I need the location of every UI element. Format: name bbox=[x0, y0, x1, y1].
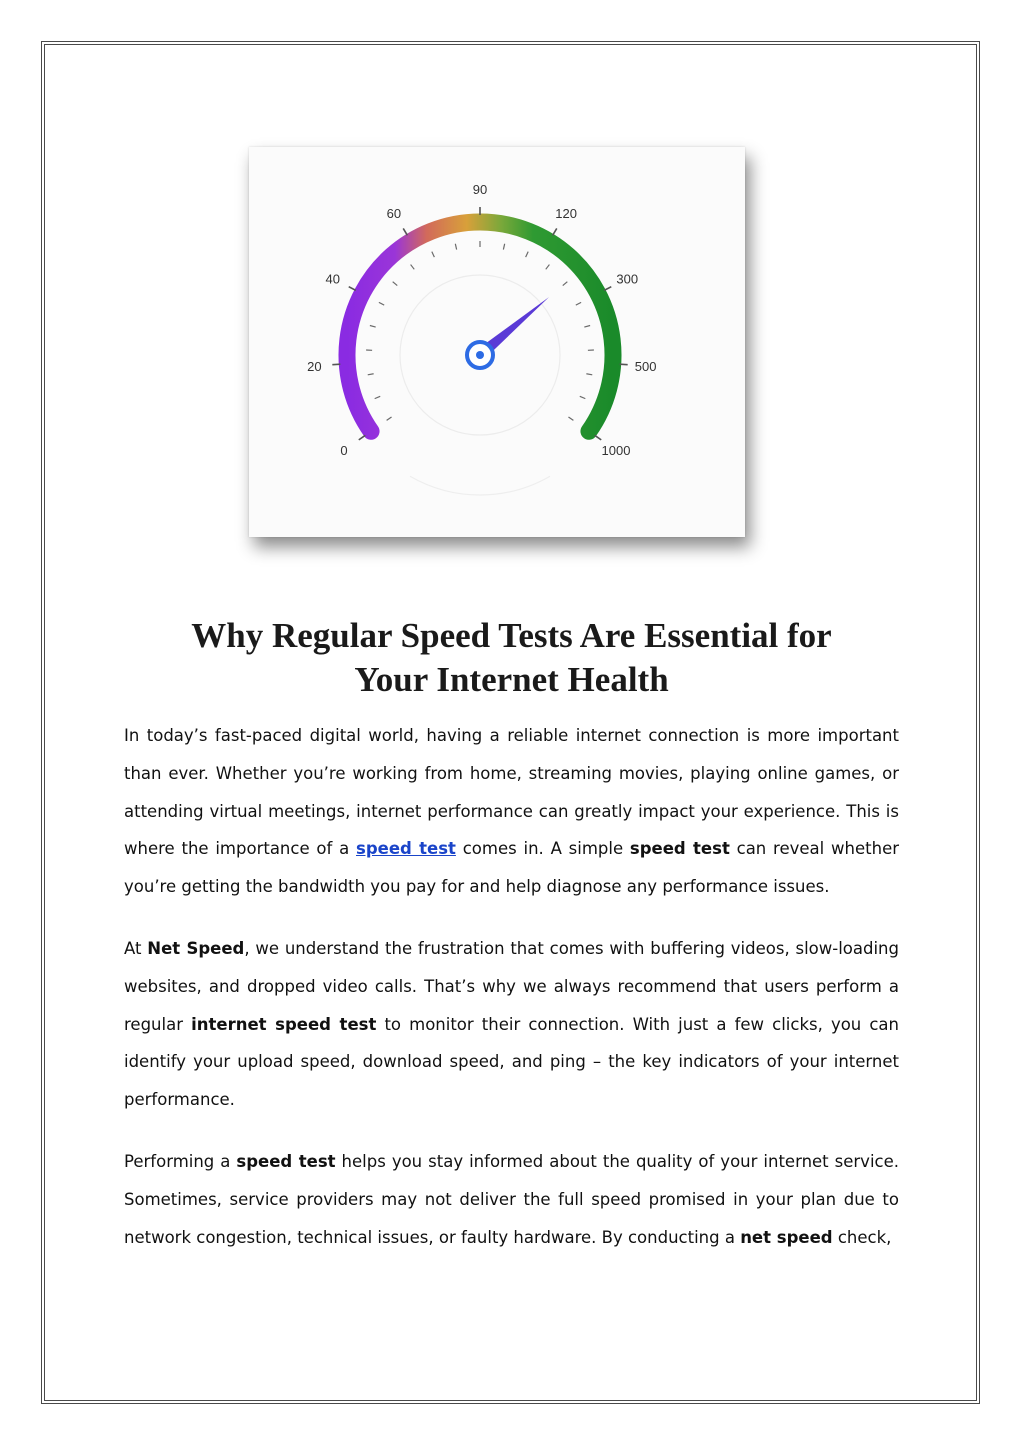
gauge-hub-center bbox=[476, 351, 484, 359]
p2-text-1: At bbox=[124, 938, 148, 958]
gauge-tick-label: 300 bbox=[616, 271, 639, 287]
gauge-major-tick bbox=[403, 228, 407, 235]
speed-test-link[interactable]: speed test bbox=[356, 839, 456, 859]
p2-bold-1: Net Speed bbox=[147, 938, 245, 958]
gauge-arc bbox=[347, 222, 613, 431]
gauge-major-tick bbox=[359, 435, 366, 440]
gauge-tick-label: 1000 bbox=[601, 443, 631, 459]
gauge-tick-label: 20 bbox=[307, 358, 322, 374]
gauge-minor-tick bbox=[586, 374, 592, 375]
gauge-minor-tick bbox=[375, 396, 381, 398]
title-line-2: Your Internet Health bbox=[354, 660, 669, 699]
paragraph-3 bbox=[124, 1143, 899, 1256]
gauge-major-tick bbox=[332, 364, 340, 365]
gauge-minor-tick bbox=[584, 325, 590, 327]
gauge-minor-tick bbox=[455, 244, 456, 250]
gauge-minor-tick bbox=[503, 244, 504, 250]
gauge-minor-tick bbox=[411, 265, 415, 270]
gauge-minor-tick bbox=[546, 265, 550, 270]
title-line-1: Why Regular Speed Tests Are Essential for bbox=[191, 616, 832, 655]
gauge-outer-faint-ring bbox=[410, 476, 550, 495]
gauge-tick-label: 500 bbox=[634, 358, 657, 374]
p1-text-3: can reveal whether you’re getting the bandwidth you pay for and help diagnose any performance issues. bbox=[124, 839, 899, 897]
p2-text-2: , we understand the frustration that comes with buffering videos, slow-loading websites, and dropped video calls. That’s why we always recommend that users perform a regular bbox=[124, 938, 899, 1034]
gauge-major-tick bbox=[620, 364, 628, 365]
gauge-minor-tick bbox=[576, 302, 581, 305]
paragraph-2 bbox=[124, 930, 899, 1119]
gauge-major-tick bbox=[595, 435, 602, 440]
gauge-minor-tick bbox=[379, 302, 384, 305]
gauge-major-tick bbox=[604, 287, 611, 291]
p3-bold-1: speed test bbox=[236, 1151, 336, 1171]
p2-bold-2: internet speed test bbox=[191, 1014, 377, 1034]
paragraph-1 bbox=[124, 717, 899, 906]
gauge-minor-tick bbox=[526, 252, 529, 257]
p3-text-3: check, bbox=[832, 1227, 892, 1247]
gauge-minor-tick bbox=[432, 252, 435, 257]
gauge-tick-label: 40 bbox=[325, 271, 340, 287]
gauge-minor-tick bbox=[393, 282, 398, 286]
p1-text-2: comes in. A simple bbox=[455, 839, 630, 859]
p1-bold-1: speed test bbox=[629, 839, 730, 859]
p2-text-3: to monitor their connection. With just a few clicks, you can identify your upload speed, download speed, and ping – the key indicators of your internet performance. bbox=[124, 1014, 899, 1110]
gauge-tick-label: 0 bbox=[340, 443, 348, 459]
gauge-minor-tick bbox=[563, 282, 568, 286]
gauge-minor-tick bbox=[387, 417, 392, 420]
gauge-tick-label: 120 bbox=[555, 206, 577, 222]
article-body bbox=[124, 717, 899, 1280]
speedometer-figure bbox=[249, 147, 745, 537]
article-title bbox=[124, 614, 899, 702]
gauge-minor-tick bbox=[568, 417, 573, 420]
speedometer-gauge-icon bbox=[249, 147, 745, 537]
gauge-tick-label: 90 bbox=[472, 182, 488, 197]
p3-text-1: Performing a bbox=[124, 1151, 237, 1171]
gauge-minor-tick bbox=[580, 396, 586, 398]
gauge-major-tick bbox=[553, 228, 557, 235]
gauge-minor-tick bbox=[368, 374, 374, 375]
gauge-major-tick bbox=[349, 287, 356, 291]
p1-text-1: In today’s fast-paced digital world, having a reliable internet connection is more important than ever. Whether you’re working from home, streaming movies, playing online games, or attending virtual meetings, internet performance can greatly impact your experience. This is where the importance of a bbox=[124, 726, 899, 859]
p3-bold-2: net speed bbox=[740, 1227, 833, 1247]
gauge-tick-label: 60 bbox=[386, 206, 402, 222]
p3-text-2: helps you stay informed about the quality of your internet service. Sometimes, service providers may not deliver the full speed promised in your plan due to network congestion, technical issues, or faulty hardware. By conducting a bbox=[124, 1151, 900, 1247]
gauge-minor-tick bbox=[370, 325, 376, 327]
